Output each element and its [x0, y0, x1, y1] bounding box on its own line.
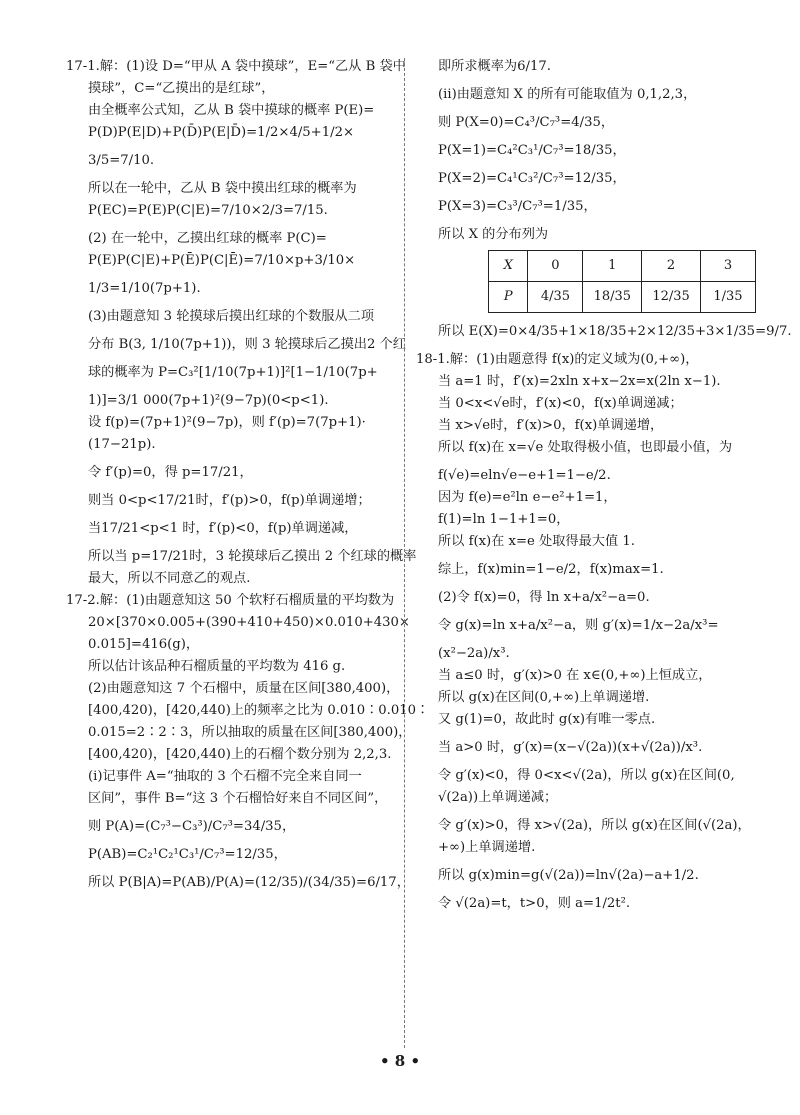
text-line: P(X=2)=C₄¹C₃²/C₇³=12/35，	[438, 171, 626, 186]
page-number: • 8 •	[379, 1052, 421, 1070]
table-cell: 18/35	[583, 282, 642, 313]
text-line: 3/5=7/10.	[88, 153, 155, 168]
table-cell: 1/35	[700, 282, 755, 313]
text-line: 0.015=2∶2∶3，所以抽取的质量在区间[380,400)，	[88, 725, 412, 740]
text-line: 令 √(2a)=t，t>0，则 a=1/2t².	[438, 896, 631, 911]
text-line: 所以 f(x)在 x=e 处取得最大值 1.	[438, 534, 635, 549]
text-line: √(2a))上单调递减；	[438, 790, 558, 805]
text-line: 当 a≤0 时，g′(x)>0 在 x∈(0,+∞)上恒成立，	[438, 668, 712, 683]
text-line: 所以 f(x)在 x=√e 处取得极小值，也即最小值，为	[438, 440, 733, 455]
text-line: 所以估计该品种石榴质量的平均数为 416 g.	[88, 659, 346, 674]
text-line: 所以在一轮中，乙从 B 袋中摸出红球的概率为	[88, 181, 357, 196]
text-line: 即所求概率为6/17.	[438, 59, 551, 74]
text-line: [400,420)，[420,440)上的频率之比为 0.010∶0.010∶	[88, 703, 430, 718]
table-row	[489, 251, 756, 282]
text-line: 所以 g(x)min=g(√(2a))=ln√(2a)−a+1/2.	[438, 868, 699, 883]
text-line: 因为 f(e)=e²ln e−e²+1=1，	[438, 490, 617, 505]
table-cell: 0	[528, 251, 583, 282]
table-cell: 4/35	[528, 282, 583, 313]
text-line: 所以 g(x)在区间(0,+∞)上单调递增.	[438, 690, 650, 705]
text-line: 又 g(1)=0，故此时 g(x)有唯一零点.	[438, 712, 656, 727]
text-line: 所以 X 的分布列为	[438, 227, 549, 242]
text-line: (ⅰ)记事件 A=“抽取的 3 个石榴不完全来自同一	[88, 769, 362, 784]
text-line: P(X=1)=C₄²C₃¹/C₇³=18/35，	[438, 143, 626, 158]
text-line: 则 P(X=0)=C₄³/C₇³=4/35，	[438, 115, 615, 130]
text-line: (2) 在一轮中，乙摸出红球的概率 P(C)=	[88, 231, 327, 246]
text-line: 令 g′(x)>0，得 x>√(2a)，所以 g(x)在区间(√(2a)，	[438, 818, 751, 833]
text-line: (2)令 f(x)=0，得 ln x+a/x²−a=0.	[438, 590, 650, 605]
text-line: P(X=3)=C₃³/C₇³=1/35，	[438, 199, 597, 214]
text-line: 当17/21<p<1 时，f′(p)<0，f(p)单调递减，	[88, 521, 358, 536]
text-line: 当 0<x<√e时，f′(x)<0，f(x)单调递减；	[438, 396, 683, 411]
text-line: 分布 B(3, 1/10(7p+1))，则 3 轮摸球后乙摸出2 个红	[88, 337, 406, 352]
text-line: 17-2.解：(1)由题意知这 50 个软籽石榴质量的平均数为	[66, 593, 395, 608]
table-cell: P	[489, 282, 528, 313]
text-line: f(√e)=eln√e−e+1=1−e/2.	[438, 468, 611, 483]
left-column	[66, 58, 430, 896]
text-line: (3)由题意知 3 轮摸球后摸出红球的个数服从二项	[88, 309, 375, 324]
text-line: 所以 P(B|A)=P(AB)/P(A)=(12/35)/(34/35)=6/17，	[88, 875, 410, 890]
text-line: 所以 E(X)=0×4/35+1×18/35+2×12/35+3×1/35=9/7.	[438, 324, 792, 339]
right-column	[416, 58, 792, 917]
text-line: 则当 0<p<17/21时，f′(p)>0，f(p)单调递增；	[88, 493, 371, 508]
text-line: 最大，所以不同意乙的观点.	[88, 571, 251, 586]
text-line: [400,420)，[420,440)上的石榴个数分别为 2,2,3.	[88, 747, 392, 762]
text-line: 17-1.解：(1)设 D=“甲从 A 袋中摸球”，E=“乙从 B 袋中	[66, 59, 406, 74]
text-line: 0.015]=416(g)，	[88, 637, 200, 652]
text-line: P(EC)=P(E)P(C|E)=7/10×2/3=7/15.	[88, 203, 328, 218]
text-line: (2)由题意知这 7 个石榴中，质量在区间[380,400)，	[88, 681, 400, 696]
text-line: 所以当 p=17/21时，3 轮摸球后乙摸出 2 个红球的概率	[88, 549, 417, 564]
text-line: f(1)=ln 1−1+1=0，	[438, 512, 570, 527]
table-cell: 12/35	[642, 282, 701, 313]
text-line: 1)]=3/1 000(7p+1)²(9−7p)(0<p<1).	[88, 393, 329, 408]
text-line: 区间”，事件 B=“这 3 个石榴恰好来自不同区间”，	[88, 791, 388, 806]
table-cell: 1	[583, 251, 642, 282]
text-line: 摸球”，C=“乙摸出的是红球”，	[88, 81, 275, 96]
text-line: P(AB)=C₂¹C₂¹C₃¹/C₇³=12/35，	[88, 847, 287, 862]
text-line: 当 a>0 时，g′(x)=(x−√(2a))(x+√(2a))/x³.	[438, 740, 703, 755]
column-divider	[404, 58, 405, 1048]
table-cell: 3	[700, 251, 755, 282]
text-line: 令 g(x)=ln x+a/x²−a，则 g′(x)=1/x−2a/x³=	[438, 618, 719, 633]
table-row	[489, 282, 756, 313]
table-cell: X	[489, 251, 528, 282]
text-line: P(E)P(C|E)+P(Ē)P(C|Ē)=7/10×p+3/10×	[88, 253, 356, 268]
text-line: 则 P(A)=(C₇³−C₃³)/C₇³=34/35，	[88, 819, 296, 834]
text-line: 设 f(p)=(7p+1)²(9−7p)，则 f′(p)=7(7p+1)·	[88, 415, 366, 430]
text-line: (x²−2a)/x³.	[438, 646, 510, 661]
text-line: (17−21p).	[88, 437, 156, 452]
text-line: +∞)上单调递增.	[438, 840, 536, 855]
text-line: 令 g′(x)<0，得 0<x<√(2a)，所以 g(x)在区间(0,	[438, 768, 735, 783]
text-line: 1/3=1/10(7p+1).	[88, 281, 201, 296]
table-cell: 2	[642, 251, 701, 282]
text-line: 综上，f(x)min=1−e/2，f(x)max=1.	[438, 562, 664, 577]
text-line: (ⅱ)由题意知 X 的所有可能取值为 0,1,2,3，	[438, 87, 697, 102]
text-line: P(D)P(E|D)+P(D̄)P(E|D̄)=1/2×4/5+1/2×	[88, 125, 355, 140]
text-line: 当 a=1 时，f′(x)=2xln x+x−2x=x(2ln x−1).	[438, 374, 721, 389]
text-line: 18-1.解：(1)由题意得 f(x)的定义域为(0,+∞)，	[416, 352, 699, 367]
text-line: 当 x>√e时，f′(x)>0，f(x)单调递增，	[438, 418, 664, 433]
text-line: 令 f′(p)=0，得 p=17/21，	[88, 465, 253, 480]
distribution-table	[488, 250, 756, 313]
text-line: 20×[370×0.005+(390+410+450)×0.010+430×	[88, 615, 410, 630]
text-line: 由全概率公式知，乙从 B 袋中摸球的概率 P(E)=	[88, 103, 375, 118]
text-line: 球的概率为 P=C₃²[1/10(7p+1)]²[1−1/10(7p+	[88, 365, 378, 380]
